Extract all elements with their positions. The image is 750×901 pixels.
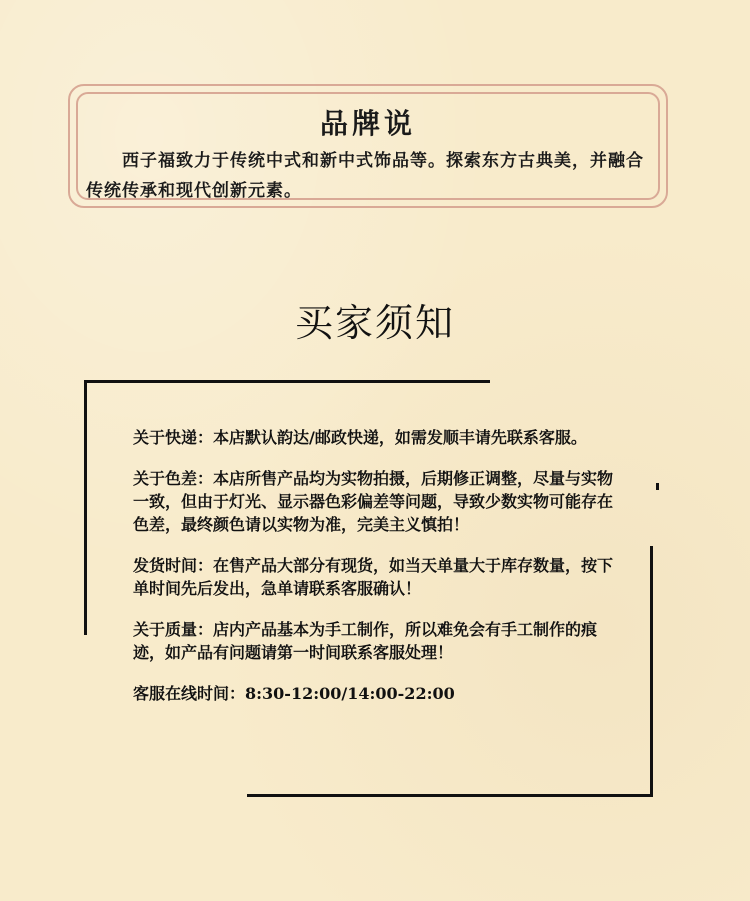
frame-line-left (84, 380, 87, 635)
frame-line-dot (656, 483, 659, 490)
notice-item-shipping: 关于快递：本店默认韵达/邮政快递，如需发顺丰请先联系客服。 (133, 428, 587, 447)
frame-line-right (650, 546, 653, 797)
notice-item-quality: 关于质量：店内产品基本为手工制作，所以难免会有手工制作的痕迹，如产品有问题请第一时间联系客服处理！ (133, 620, 598, 662)
frame-line-top (84, 380, 490, 383)
brand-description: 西子福致力于传统中式和新中式饰品等。探索东方古典美，并融合传统传承和现代创新元素。 (86, 151, 644, 201)
notice-item-color-difference: 关于色差：本店所售产品均为实物拍摄，后期修正调整，尽量与实物一致，但由于灯光、显示器色彩偏差等问题，导致少数实物可能存在色差，最终颜色请以实物为准，完美主义慎拍！ (133, 469, 614, 534)
brand-title: 品牌说 (319, 107, 416, 140)
notice-item-delivery-time: 发货时间：在售产品大部分有现货，如当天单量大于库存数量，按下单时间先后发出，急单请联系客服确认！ (133, 556, 614, 598)
frame-line-bottom (247, 794, 653, 797)
brand-box (68, 84, 668, 208)
notice-content (133, 426, 613, 723)
notice-title: 买家须知 (294, 301, 455, 345)
notice-item-service-hours: 客服在线时间：8:30-12:00/14:00-22:00 (133, 684, 455, 703)
